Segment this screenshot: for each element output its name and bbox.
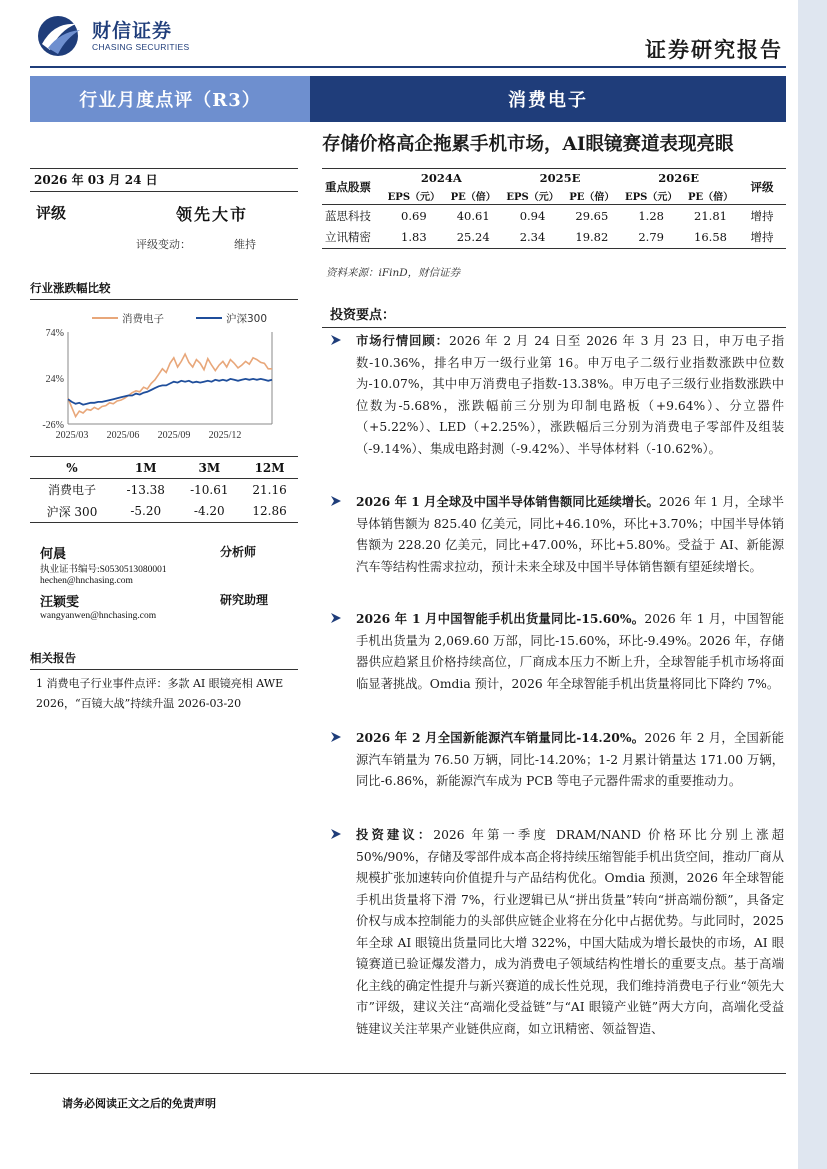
series-line-consumer-electronics xyxy=(68,354,272,417)
bullet-text xyxy=(356,608,784,695)
disclaimer-notice: 请务必阅读正文之后的免责声明 xyxy=(62,1097,216,1110)
logo-en-text: CHASING SECURITIES xyxy=(92,42,190,52)
bullet-title: 2026 年 1 月中国智能手机出货量同比-15.60%。 xyxy=(356,611,645,626)
rating-change-value: 维持 xyxy=(234,238,256,251)
related-report-link[interactable]: 1 消费电子行业事件点评：多款 AI 眼镜亮相 AWE 2026，“百镜大战”持续升温 2026-03-20 xyxy=(36,677,284,710)
y-tick-label: 74% xyxy=(45,328,64,339)
table-row xyxy=(30,479,298,501)
table-cell: 19.82 xyxy=(564,227,619,249)
bullet-title: 2026 年 2 月全国新能源汽车销量同比-14.20%。 xyxy=(356,730,645,745)
related-section-heading: 相关报告 xyxy=(30,650,298,670)
x-tick-label: 2025/06 xyxy=(106,430,140,441)
rating-change-label: 评级变动： xyxy=(136,238,191,251)
analyst-name: 汪颖雯 xyxy=(40,595,80,610)
stock-table-subheader: EPS（元） xyxy=(501,187,565,205)
stock-table-subheader: EPS（元） xyxy=(382,187,446,205)
table-source: 资料来源：iFinD，财信证券 xyxy=(326,267,461,279)
bullet-text xyxy=(356,824,784,1040)
table-cell: 沪深 300 xyxy=(30,501,114,523)
stock-table-year: 2026E xyxy=(619,169,738,187)
stock-table-subheader: PE（倍） xyxy=(683,187,738,205)
stock-table-header: 重点股票 xyxy=(322,169,382,205)
perf-table-header: % xyxy=(30,457,114,479)
bullet-body: 2026 年 1 月，中国智能手机出货量为 2,069.60 万部，同比-15.60%，环比-9.49%。2026 年，存储器供应趋紧且价格持续高位，厂商成本压力不断上升，全球智能手机市场将面临显著挑战。Omdia 预计，2026 年全球智能手机出货量将同比下降约 7%。 xyxy=(356,612,784,691)
bullet-title: 2026 年 1 月全球及中国半导体销售额同比延续增长。 xyxy=(356,494,659,509)
bullet-arrow-icon xyxy=(330,495,342,507)
table-cell: 1.28 xyxy=(638,208,664,223)
company-logo xyxy=(36,14,196,58)
bullet-text xyxy=(356,727,784,793)
x-tick-label: 2025/12 xyxy=(208,430,242,441)
stock-table-subheader: PE（倍） xyxy=(446,187,501,205)
table-cell: 0.69 xyxy=(401,208,427,223)
stock-table-year: 2025E xyxy=(501,169,620,187)
performance-table xyxy=(30,456,298,523)
stock-table-year-row xyxy=(322,169,786,187)
performance-chart xyxy=(30,306,298,446)
table-cell: 12.86 xyxy=(241,501,298,523)
logo-cn-text: 财信证券 xyxy=(92,20,173,42)
key-stocks-table xyxy=(322,168,786,249)
bullet-arrow-icon xyxy=(330,731,342,743)
right-edge-strip xyxy=(798,0,827,1169)
bullet-body: 2026 年第一季度 DRAM/NAND 价格环比分别上涨超 50%/90%，存储及零部件成本高企将持续压缩智能手机出货空间，推动厂商从规模扩张加速转向价值提升与产品结构优化。Omdia 预测，2026 年全球智能手机出货量将下滑 7%，行业逻辑已从“拼出货量”转向“拼高端份额”，具备定价权与成本控制能力的头部供应链企业将在分化中占据优势。与此同时，2025 年全球 AI 眼镜出货量同比大增 322%，中国大陆成为增长最快的市场，AI 眼镜赛道已验证爆发潜力，成为消费电子领域结构性增长的重要支点。基于高端化主线的确定性提升与新兴赛道的成长性兑现，我们维持消费电子行业“领先大市”评级，建议关注“高端化受益链”与“AI 眼镜产业链”两大方向，高端化受益链建议关注苹果产业链供应商，如立讯精密、领益智造、 xyxy=(356,828,784,1036)
stock-table-subheader: PE（倍） xyxy=(564,187,619,205)
header-rule xyxy=(30,66,786,68)
table-cell: 消费电子 xyxy=(47,483,96,498)
table-row xyxy=(322,227,786,249)
analyst-name: 何晨 xyxy=(40,547,67,562)
table-cell: -5.20 xyxy=(114,501,178,523)
analyst-email[interactable]: hechen@hnchasing.com xyxy=(40,576,133,586)
table-cell: 2.34 xyxy=(501,227,565,249)
x-tick-label: 2025/03 xyxy=(55,430,89,441)
performance-chart-svg xyxy=(30,306,298,446)
bullet-arrow-icon xyxy=(330,828,342,840)
table-cell: 增持 xyxy=(738,227,786,249)
bullet-text xyxy=(356,491,784,578)
footer-rule xyxy=(30,1073,786,1074)
table-row xyxy=(30,501,298,523)
stock-table-subheader: EPS（元） xyxy=(619,187,683,205)
perf-table-header: 3M xyxy=(178,457,242,479)
table-cell: 25.24 xyxy=(446,227,501,249)
perf-table-header: 12M xyxy=(241,457,298,479)
analyst-role: 研究助理 xyxy=(220,593,269,607)
bullet-arrow-icon xyxy=(330,334,342,346)
stock-table-sub-row xyxy=(322,187,786,205)
industry-band: 消费电子 xyxy=(310,76,786,122)
stock-name: 立讯精密 xyxy=(322,227,382,249)
series-line-csi300 xyxy=(68,379,272,405)
table-cell: 16.58 xyxy=(683,227,738,249)
bullet-text xyxy=(356,330,784,460)
rating-value: 领先大市 xyxy=(176,205,249,224)
table-cell: 2.79 xyxy=(619,227,683,249)
report-category-band: 行业月度点评（R3） xyxy=(30,76,310,122)
bullet-body: 2026 年 2 月，全国新能源汽车销量为 76.50 万辆，同比-14.20%；1-2 月累计销量达 171.00 万辆，同比-6.86%，新能源汽车成为 PCB 等电子元器件需求的重要推动力。 xyxy=(356,731,784,788)
perf-section-heading: 行业涨跌幅比较 xyxy=(30,280,298,300)
bullet-body: 2026 年 1 月，全球半导体销售额为 825.40 亿美元，同比+46.10%，环比+3.70%；中国半导体销售额为 228.20 亿美元，同比+47.00%，环比+5.80%。受益于 AI、新能源汽车等结构性需求拉动，预计未来全球及中国半导体销售额有望延续增长。 xyxy=(356,495,784,574)
stock-table-header: 评级 xyxy=(738,169,786,205)
table-cell: 40.61 xyxy=(456,208,490,223)
rating-label: 评级 xyxy=(36,204,67,222)
table-row xyxy=(322,205,786,227)
table-cell: 21.16 xyxy=(252,482,287,497)
report-title: 存储价格高企拖累手机市场，AI眼镜赛道表现亮眼 xyxy=(322,134,734,155)
table-cell: 增持 xyxy=(750,208,774,223)
y-tick-label: 24% xyxy=(45,374,64,385)
bullet-title: 市场行情回顾： xyxy=(356,333,449,348)
table-cell: 29.65 xyxy=(575,208,609,223)
bullet-title: 投资建议： xyxy=(356,827,434,842)
report-type: 证券研究报告 xyxy=(645,37,783,62)
legend-label: 消费电子 xyxy=(122,313,164,325)
investment-highlights-heading: 投资要点： xyxy=(322,304,786,328)
y-tick-label: -26% xyxy=(42,420,64,431)
perf-table-header-row xyxy=(30,457,298,479)
bullet-arrow-icon xyxy=(330,612,342,624)
perf-table-header: 1M xyxy=(114,457,178,479)
analyst-cert: 执业证书编号:S0530513080001 xyxy=(40,565,167,575)
legend-label: 沪深300 xyxy=(226,313,268,325)
stock-table-year: 2024A xyxy=(382,169,501,187)
table-cell: 1.83 xyxy=(382,227,446,249)
analyst-role: 分析师 xyxy=(220,545,257,559)
table-cell: -4.20 xyxy=(178,501,242,523)
report-date: 2026 年 03 月 24 日 xyxy=(30,168,298,192)
table-cell: 21.81 xyxy=(694,208,727,223)
bullet-body: 2026 年 2 月 24 日至 2026 年 3 月 23 日，申万电子指数-10.36%，排名申万一级行业第 16。申万电子二级行业指数涨跌中位数为-10.07%，其中申万消费电子指数-13.38%。申万电子三级行业指数涨跌中位数为-5.68%，涨跌幅前三分别为印制电路板（+9.64%）、分立器件（+5.22%）、LED（+2.25%），涨跌幅后三分别为消费电子零部件及组装（-9.14%）、集成电路封测（-9.42%）、半导体材料（-10.62%）。 xyxy=(356,334,784,456)
logo-mark-icon xyxy=(36,14,84,58)
x-tick-label: 2025/09 xyxy=(157,430,191,441)
analyst-email[interactable]: wangyanwen@hnchasing.com xyxy=(40,611,157,621)
table-cell: -13.38 xyxy=(126,482,165,497)
stock-name: 蓝思科技 xyxy=(325,208,371,223)
table-cell: -10.61 xyxy=(190,482,229,497)
table-cell: 0.94 xyxy=(519,208,546,223)
